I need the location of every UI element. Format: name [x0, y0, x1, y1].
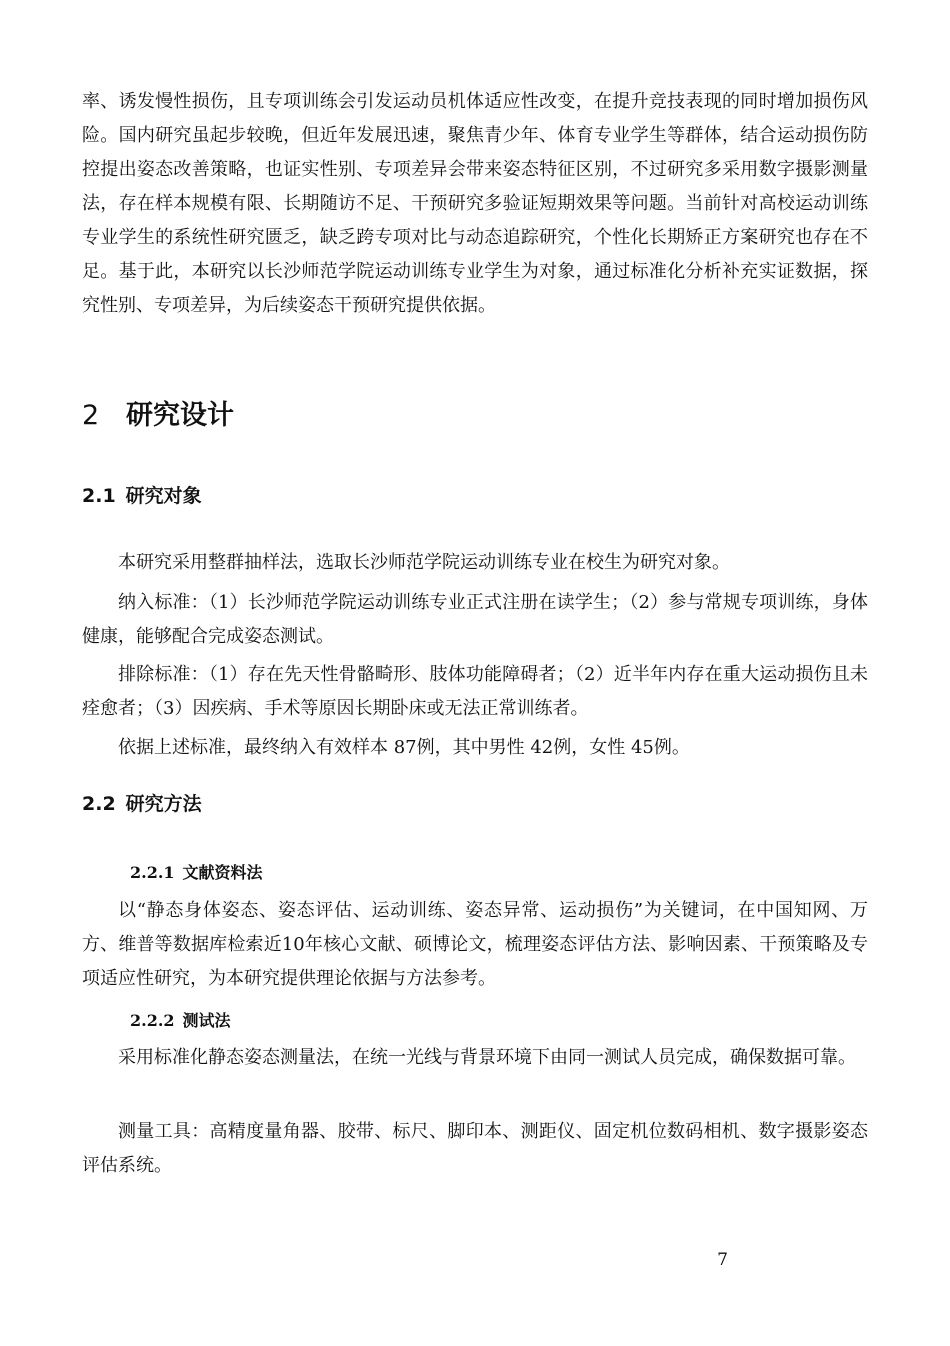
literature-method-paragraph: 以“静态身体姿态、姿态评估、运动训练、姿态异常、运动损伤”为关键词，在中国知网、万方、维普等数据库检索近10年核心文献、硕博论文，梳理姿态评估方法、影响因素、干预策略及专项适应性研究，为本研究提供理论依据与方法参考。: [82, 900, 868, 989]
section-2-2-1-heading: [130, 860, 263, 886]
section-2-2-number: 2.2: [82, 793, 116, 815]
section-2-2-2-heading: [130, 1008, 231, 1034]
section-2-title: 研究设计: [126, 400, 234, 431]
section-2-2-2-title: 测试法: [182, 1011, 231, 1030]
section-2-2-1-title: 文献资料法: [182, 863, 263, 882]
intro-paragraph: 率、诱发慢性损伤，且专项训练会引发运动员机体适应性改变，在提升竞技表现的同时增加损伤风险。国内研究虽起步较晚，但近年发展迅速，聚焦青少年、体育专业学生等群体，结合运动损伤防控提出姿态改善策略，也证实性别、专项差异会带来姿态特征区别，不过研究多采用数字摄影测量法，存在样本规模有限、长期随访不足、干预研究多验证短期效果等问题。当前针对高校运动训练专业学生的系统性研究匮乏，缺乏跨专项对比与动态追踪研究，个性化长期矫正方案研究也存在不足。基于此，本研究以长沙师范学院运动训练专业学生为对象，通过标准化分析补充实证数据，探究性别、专项差异，为后续姿态干预研究提供依据。: [82, 91, 868, 316]
sample-size-paragraph: 依据上述标准，最终纳入有效样本 87例，其中男性 42例，女性 45例。: [118, 737, 690, 758]
section-2-2-heading: [82, 790, 202, 818]
measurement-tools-paragraph: 测量工具：高精度量角器、胶带、标尺、脚印本、测距仪、固定机位数码相机、数字摄影姿态评估系统。: [82, 1121, 868, 1176]
section-2-1-title: 研究对象: [125, 485, 202, 507]
page-number: 7: [717, 1250, 728, 1270]
test-method-paragraph: 采用标准化静态姿态测量法，在统一光线与背景环境下由同一测试人员完成，确保数据可靠。: [118, 1047, 856, 1068]
section-2-heading: [82, 396, 234, 436]
section-2-1-heading: [82, 482, 202, 510]
subjects-paragraph: 本研究采用整群抽样法，选取长沙师范学院运动训练专业在校生为研究对象。: [118, 552, 730, 573]
section-2-2-title: 研究方法: [125, 793, 202, 815]
inclusion-criteria: 纳入标准：（1）长沙师范学院运动训练专业正式注册在读学生；（2）参与常规专项训练，身体健康，能够配合完成姿态测试。: [82, 592, 868, 647]
section-2-2-1-number: 2.2.1: [130, 863, 175, 882]
section-2-number: 2: [82, 400, 100, 431]
exclusion-criteria: 排除标准：（1）存在先天性骨骼畸形、肢体功能障碍者；（2）近半年内存在重大运动损伤且未痊愈者；（3）因疾病、手术等原因长期卧床或无法正常训练者。: [82, 664, 868, 719]
section-2-2-2-number: 2.2.2: [130, 1011, 175, 1030]
section-2-1-number: 2.1: [82, 485, 116, 507]
